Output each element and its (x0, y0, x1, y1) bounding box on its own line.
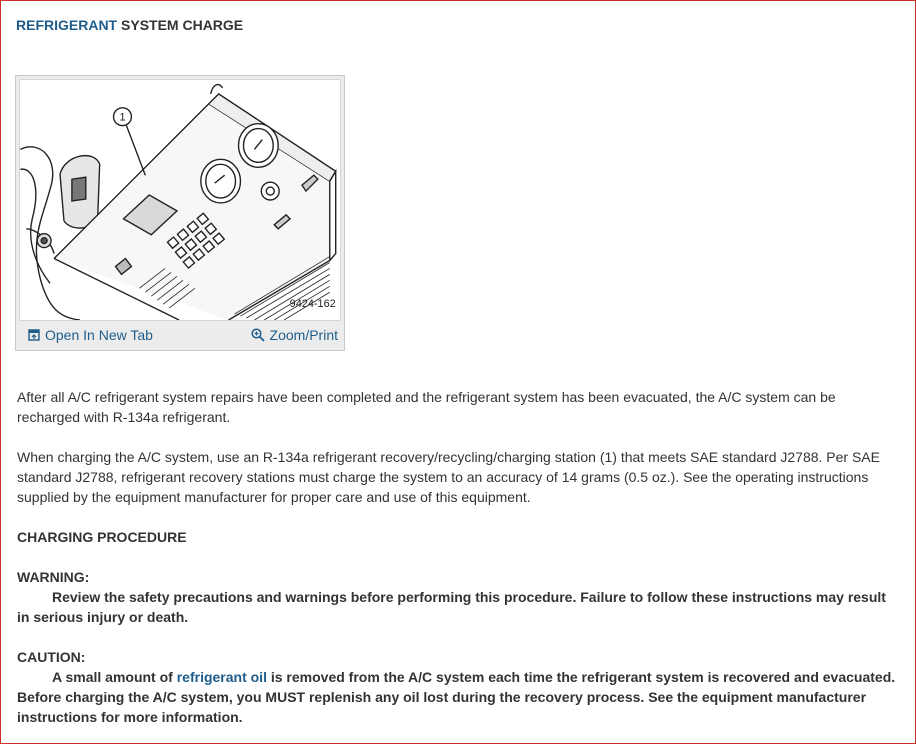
intro-paragraph: After all A/C refrigerant system repairs have been completed and the refrigerant system has been evacuated, the A/C system can be recharged with R-134a refrigerant. (17, 389, 836, 425)
warning-label: WARNING: (17, 569, 90, 585)
procedure-content (17, 387, 901, 744)
open-in-new-tab-button[interactable] (28, 327, 153, 343)
caution-pre: A small amount of (52, 669, 173, 685)
caution-text (17, 667, 901, 727)
new-tab-icon (28, 329, 40, 341)
figure-card (15, 75, 345, 351)
refrigerant-oil-link[interactable]: refrigerant oil (176, 669, 267, 685)
caution-label: CAUTION: (17, 649, 86, 665)
zoom-print-label: Zoom/Print (269, 327, 338, 343)
figure-actions (16, 320, 344, 350)
callout-number: 1 (119, 111, 126, 124)
figure-id: 9424-162 (289, 298, 336, 311)
zoom-icon (251, 328, 265, 342)
open-in-new-tab-label: Open In New Tab (45, 327, 153, 343)
caution-post: is removed from the A/C system each time the refrigerant system is recovered and evacuated. Before charging the A/C system, you MUST replenish any oil lost during the recovery process. See the equipment manufacturer instructions for more information. (17, 669, 896, 725)
title-rest: SYSTEM CHARGE (121, 17, 244, 33)
page-title (16, 17, 243, 33)
title-link[interactable]: REFRIGERANT (16, 17, 118, 33)
station-paragraph: When charging the A/C system, use an R-134a refrigerant recovery/recycling/charging station (1) that meets SAE standard J2788. Per SAE standard J2788, refrigerant recovery stations must charge the system to an accuracy of 14 grams (0.5 oz.). See the operating instructions supplied by the equipment manufacturer for proper care and use of this equipment. (17, 449, 880, 505)
procedure-heading: CHARGING PROCEDURE (17, 529, 187, 545)
charging-station-illustration[interactable] (19, 79, 341, 321)
warning-text: Review the safety precautions and warnings before performing this procedure. Failure to follow these instructions may result in serious injury or death. (17, 589, 886, 625)
zoom-print-button[interactable] (251, 327, 338, 343)
